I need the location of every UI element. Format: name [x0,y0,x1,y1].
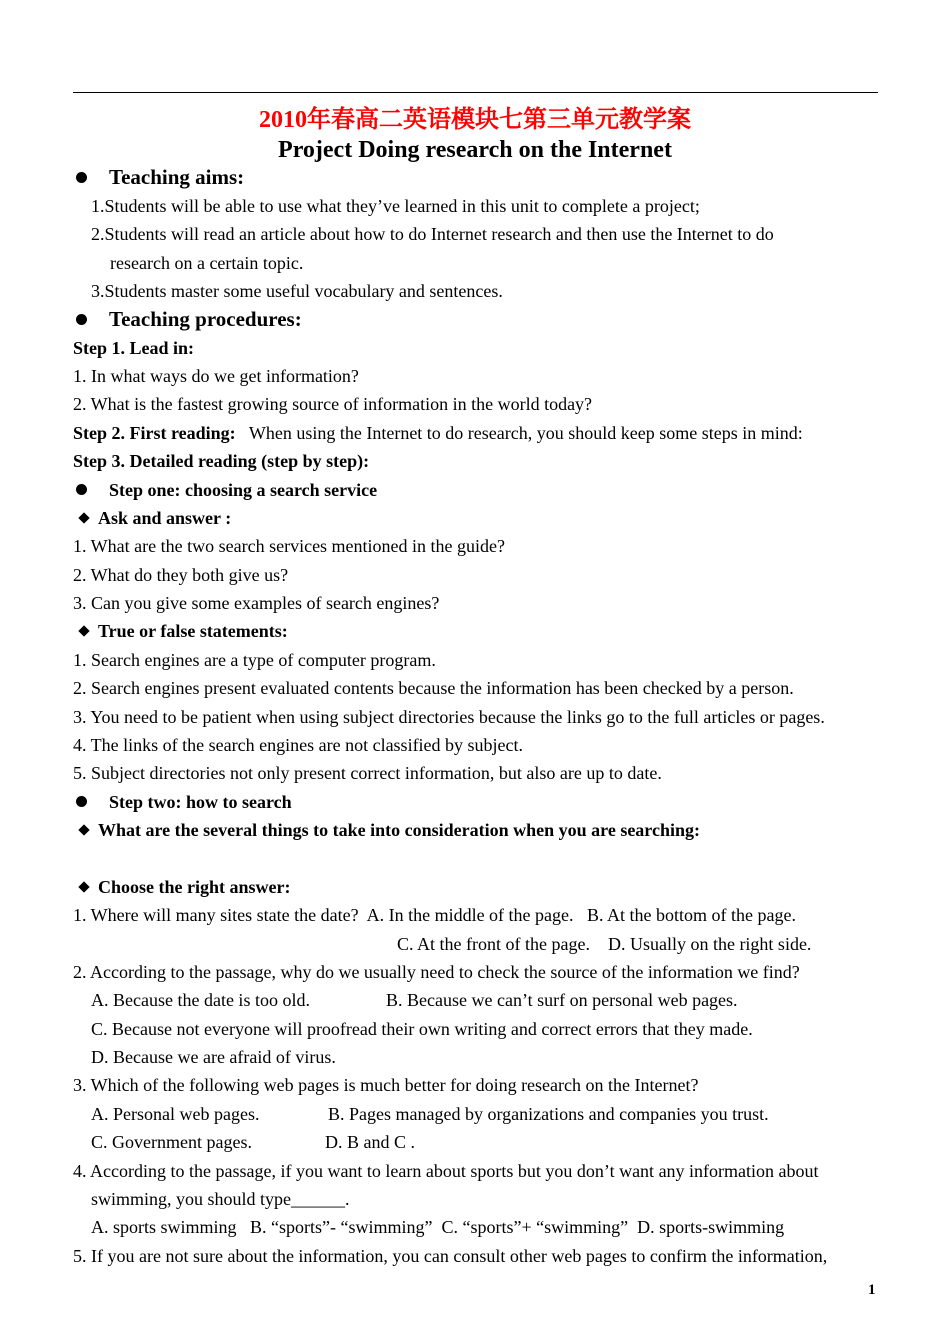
consider-line [73,819,700,841]
tf-statement: 3. You need to be patient when using subject directories because the links go to the full articles or pages. [73,707,825,727]
diamond-bullet-icon [78,625,89,636]
aims-heading: Teaching aims: [109,165,245,189]
ask-question: 1. What are the two search services mentioned in the guide? [73,536,506,556]
mc-options: C. At the front of the page. D. Usually on the right side. [397,934,812,954]
mc-question-cont: swimming, you should type______. [91,1189,350,1209]
step2-line [73,422,803,444]
ask-heading-line [73,507,231,529]
ask-question: 2. What do they both give us? [73,565,289,585]
mc-option: D. Because we are afraid of virus. [91,1047,336,1067]
step-one-heading: Step one: choosing a search service [109,480,378,500]
choose-heading: Choose the right answer: [98,877,291,897]
procedures-heading-line [73,308,302,331]
ask-heading: Ask and answer : [98,508,232,528]
bullet-dot-icon [76,796,87,807]
step2-text: When using the Internet to do research, you should keep some steps in mind: [248,423,803,443]
tf-statement: 5. Subject directories not only present correct information, but also are up to date. [73,763,662,783]
tf-heading-line [73,620,288,642]
step-one-heading-line [73,479,377,501]
step-two-heading-line [73,791,292,813]
mc-question: 1. Where will many sites state the date? A. In the middle of the page. B. At the bottom of the page. [73,905,796,925]
diamond-bullet-icon [78,881,89,892]
mc-option: B. Because we can’t surf on personal web pages. [386,990,738,1010]
bullet-dot-icon [76,172,87,183]
step1-label: Step 1. Lead in: [73,338,195,358]
consider-question: What are the several things to take into consideration when you are searching: [98,820,700,840]
aim-item: research on a certain topic. [110,253,304,273]
step2-label: Step 2. First reading: [73,423,236,443]
chinese-title: 2010年春高二英语模块七第三单元教学案 [259,107,691,133]
step1-question: 2. What is the fastest growing source of information in the world today? [73,394,593,414]
mc-question: 5. If you are not sure about the information, you can consult other web pages to confirm the information, [73,1246,828,1266]
step1-question: 1. In what ways do we get information? [73,366,359,386]
diamond-bullet-icon [78,824,89,835]
mc-question: 2. According to the passage, why do we usually need to check the source of the information we find? [73,962,800,982]
mc-option: A. Because the date is too old. [91,990,310,1010]
mc-option: D. B and C . [325,1132,415,1152]
diamond-bullet-icon [78,512,89,523]
ask-question: 3. Can you give some examples of search engines? [73,593,440,613]
tf-statement: 2. Search engines present evaluated contents because the information has been checked by a person. [73,678,794,698]
page-number: 1 [868,1282,876,1298]
tf-statement: 4. The links of the search engines are not classified by subject. [73,735,524,755]
bullet-dot-icon [76,484,87,495]
choose-heading-line [73,876,290,898]
mc-option: C. Government pages. [91,1132,252,1152]
mc-option: C. Because not everyone will proofread their own writing and correct errors that they made. [91,1019,753,1039]
bullet-dot-icon [76,314,87,325]
mc-option: A. Personal web pages. [91,1104,260,1124]
step3-label: Step 3. Detailed reading (step by step): [73,451,370,471]
procedures-heading: Teaching procedures: [109,307,302,331]
mc-option: B. Pages managed by organizations and companies you trust. [328,1104,769,1124]
mc-question: 3. Which of the following web pages is much better for doing research on the Internet? [73,1075,699,1095]
tf-statement: 1. Search engines are a type of computer program. [73,650,436,670]
step-two-heading: Step two: how to search [109,792,292,812]
aim-item: 3.Students master some useful vocabulary and sentences. [91,281,503,301]
tf-heading: True or false statements: [98,621,288,641]
mc-question: 4. According to the passage, if you want to learn about sports but you don’t want any information about [73,1161,819,1181]
mc-options: A. sports swimming B. “sports”- “swimming” C. “sports”+ “swimming” D. sports-swimming [91,1217,785,1237]
aim-item: 2.Students will read an article about how to do Internet research and then use the Internet to do [91,224,774,244]
header-rule [73,92,878,93]
english-title: Project Doing research on the Internet [278,137,672,163]
aim-item: 1.Students will be able to use what they’ve learned in this unit to complete a project; [91,196,700,216]
aims-heading-line [73,166,244,189]
